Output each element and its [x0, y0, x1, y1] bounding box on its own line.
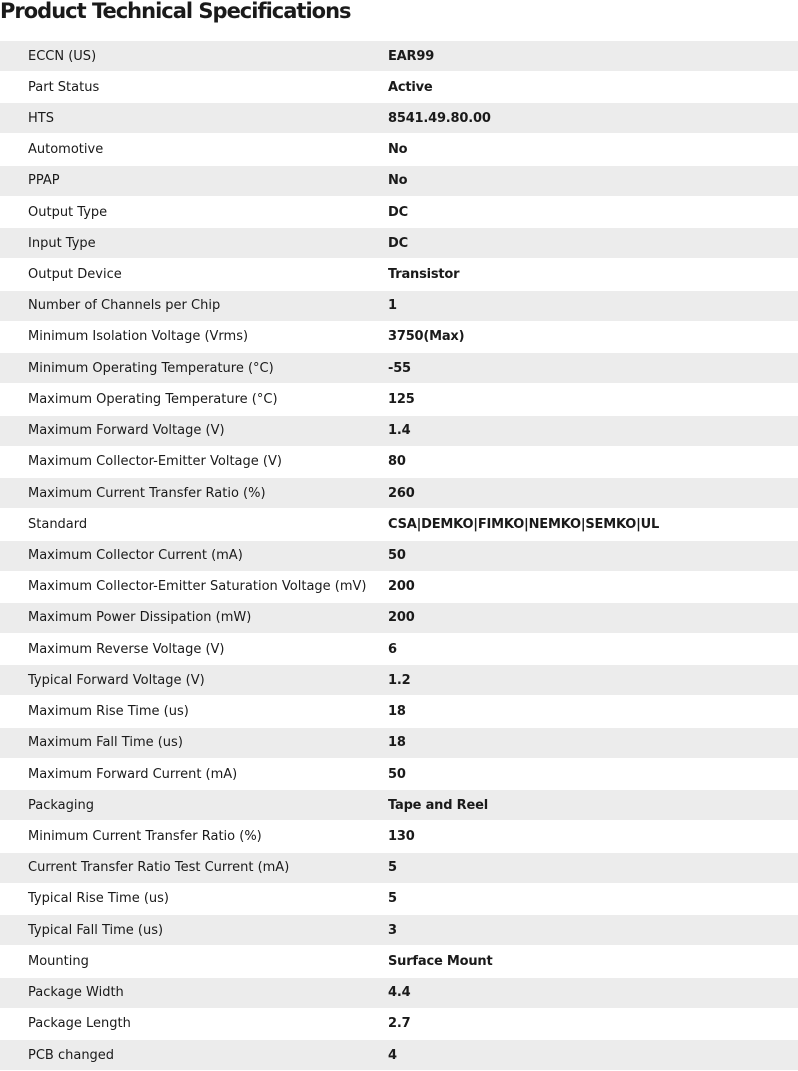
spec-value: 2.7 — [388, 1016, 411, 1032]
spec-value: 4.4 — [388, 985, 411, 1001]
spec-value: 1 — [388, 298, 397, 314]
spec-row — [0, 728, 798, 758]
spec-value: EAR99 — [388, 48, 435, 64]
spec-value: 1.2 — [388, 672, 411, 688]
spec-label: Maximum Collector Current (mA) — [28, 548, 243, 563]
spec-label: Input Type — [28, 235, 96, 251]
spec-label: Output Type — [28, 204, 108, 220]
spec-row — [0, 541, 798, 571]
spec-value: 125 — [388, 391, 415, 407]
spec-label: Part Status — [28, 79, 100, 95]
spec-row — [0, 41, 798, 71]
spec-row — [0, 166, 798, 196]
spec-label: Minimum Current Transfer Ratio (%) — [28, 828, 262, 844]
spec-label: Minimum Isolation Voltage (Vrms) — [28, 329, 249, 345]
spec-value: Tape and Reel — [388, 797, 488, 813]
spec-label: Maximum Current Transfer Ratio (%) — [28, 485, 266, 501]
spec-value: 5 — [388, 860, 397, 876]
page-title: Product Technical Specifications — [0, 0, 351, 23]
spec-label: Packaging — [28, 797, 94, 813]
spec-value: No — [388, 173, 408, 189]
spec-label: Typical Fall Time (us) — [28, 922, 164, 938]
spec-row — [0, 384, 798, 414]
spec-value: 3 — [388, 922, 397, 938]
spec-label: Typical Rise Time (us) — [28, 891, 169, 907]
spec-row — [0, 72, 798, 102]
spec-row — [0, 260, 798, 290]
spec-label: Package Length — [28, 1016, 131, 1032]
spec-value: DC — [388, 235, 408, 251]
spec-row — [0, 291, 798, 321]
spec-value: No — [388, 142, 408, 158]
spec-label: Minimum Operating Temperature (°C) — [28, 360, 274, 376]
spec-row — [0, 946, 798, 976]
spec-row — [0, 1040, 798, 1070]
spec-value: 80 — [388, 454, 406, 470]
spec-row — [0, 509, 798, 539]
spec-label: Maximum Forward Voltage (V) — [28, 423, 225, 439]
spec-value: 18 — [388, 735, 406, 751]
spec-row — [0, 447, 798, 477]
spec-value: 3750(Max) — [388, 329, 465, 345]
spec-label: Maximum Rise Time (us) — [28, 704, 189, 720]
spec-row — [0, 853, 798, 883]
spec-row — [0, 634, 798, 664]
spec-row — [0, 759, 798, 789]
spec-label: Maximum Collector-Emitter Saturation Voltage (mV) — [28, 579, 367, 595]
spec-table — [0, 41, 798, 1071]
spec-row — [0, 821, 798, 851]
spec-label: Maximum Operating Temperature (°C) — [28, 391, 278, 407]
spec-label: Number of Channels per Chip — [28, 298, 221, 314]
spec-value: 5 — [388, 891, 397, 907]
spec-value: Surface Mount — [388, 953, 493, 969]
spec-label: Maximum Power Dissipation (mW) — [28, 610, 252, 626]
spec-label: PPAP — [28, 173, 60, 189]
spec-row — [0, 478, 798, 508]
spec-row — [0, 790, 798, 820]
spec-label: Standard — [28, 516, 88, 532]
spec-row — [0, 228, 798, 258]
spec-row — [0, 978, 798, 1008]
spec-value: 130 — [388, 828, 415, 844]
spec-value: 50 — [388, 548, 406, 563]
spec-value: -55 — [388, 360, 411, 376]
spec-label: Maximum Reverse Voltage (V) — [28, 641, 225, 657]
spec-label: PCB changed — [28, 1047, 115, 1063]
spec-value: 200 — [388, 579, 415, 595]
spec-row — [0, 884, 798, 914]
spec-row — [0, 1009, 798, 1039]
spec-value: 260 — [388, 485, 415, 501]
spec-row — [0, 572, 798, 602]
spec-row — [0, 697, 798, 727]
spec-label: Maximum Collector-Emitter Voltage (V) — [28, 454, 282, 470]
spec-value: 6 — [388, 641, 397, 657]
spec-label: Package Width — [28, 985, 124, 1001]
spec-row — [0, 353, 798, 383]
spec-value: DC — [388, 204, 408, 220]
spec-value: Transistor — [388, 267, 460, 283]
spec-label: Maximum Forward Current (mA) — [28, 766, 238, 782]
spec-value: 50 — [388, 766, 406, 782]
spec-label: ECCN (US) — [28, 48, 97, 64]
spec-label: Maximum Fall Time (us) — [28, 735, 183, 751]
spec-row — [0, 103, 798, 133]
spec-row — [0, 665, 798, 695]
spec-value: 200 — [388, 610, 415, 626]
spec-label: Mounting — [28, 953, 89, 969]
spec-label: Typical Forward Voltage (V) — [28, 672, 205, 688]
spec-label: Automotive — [28, 142, 104, 158]
spec-row — [0, 603, 798, 633]
spec-label: HTS — [28, 110, 54, 126]
spec-label: Output Device — [28, 267, 122, 283]
spec-row — [0, 915, 798, 945]
spec-value: CSA|DEMKO|FIMKO|NEMKO|SEMKO|UL — [388, 516, 660, 532]
spec-row — [0, 197, 798, 227]
spec-row — [0, 322, 798, 352]
spec-value: Active — [388, 79, 433, 95]
spec-label: Current Transfer Ratio Test Current (mA) — [28, 860, 290, 876]
spec-row — [0, 135, 798, 165]
spec-value: 4 — [388, 1047, 397, 1063]
spec-row — [0, 416, 798, 446]
spec-value: 1.4 — [388, 423, 411, 439]
spec-value: 18 — [388, 704, 406, 720]
spec-value: 8541.49.80.00 — [388, 110, 491, 126]
